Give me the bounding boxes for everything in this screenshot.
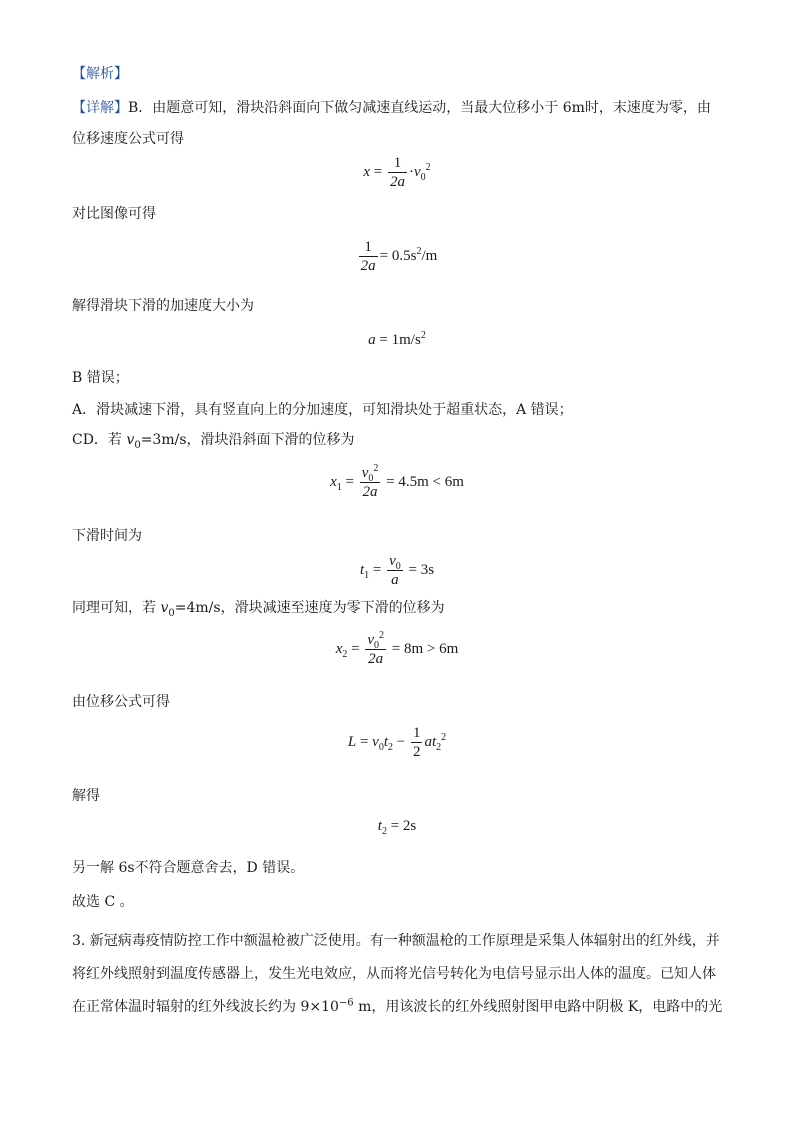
equation-t2: $t_2 = 2s$ — [377, 818, 417, 837]
paragraph-text: A．滑块减速下滑，具有竖直向上的分加速度，可知滑块处于超重状态，A 错误； — [72, 402, 573, 418]
equation-x: x = $\frac{1}{2a}$ $\cdot v_0^2$ — [363, 155, 431, 190]
equation-L: $L = v_0t_2$ − $\frac{1}{2}$ $at_2^2$ — [347, 725, 447, 760]
equation-x2: $x_2$ = $\frac{v_0^2}{2a}$ = 8m > 6m — [335, 630, 459, 667]
paragraph-text: 故选 C 。 — [72, 894, 134, 910]
equation-acceleration: $a = 1m/s^2$ — [368, 330, 426, 348]
analysis-heading: 【解析】 — [72, 66, 128, 82]
paragraph-text: 位移速度公式可得 — [72, 131, 184, 147]
fraction: $\frac{v_0^2}{2a}$ — [361, 463, 379, 500]
question-3-line-3: 在正常体温时辐射的红外线波长约为 $9\times 10^{-6}$ m，用该波长的红外线照射图甲电路中阴极 K，电路中的光 — [72, 997, 723, 1015]
fraction: $\frac{v_0}{a}$ — [389, 553, 401, 588]
question-3-line-2: 将红外线照射到温度传感器上，发生光电效应，从而将光信号转化为电信号显示出人体的温度。已知人体 — [72, 966, 716, 982]
fraction: $\frac{1}{2a}$ — [389, 155, 405, 190]
paragraph-text: 解得滑块下滑的加速度大小为 — [72, 298, 254, 314]
detail-tag: 【详解】 — [72, 100, 128, 116]
paragraph-cd: CD．若 $v_0=3m/s$，滑块沿斜面下滑的位移为 — [72, 432, 355, 451]
paragraph-same: 同理可知，若 $v_0=4m/s$，滑块减速至速度为零下滑的位移为 — [72, 600, 445, 619]
fraction: $\frac{1}{2a}$ — [360, 239, 376, 274]
fraction: $\frac{v_0^2}{2a}$ — [367, 630, 385, 667]
equation-t1: $t_1$ = $\frac{v_0}{a}$ = 3s — [359, 553, 435, 588]
equation-x1: $x_1$ = $\frac{v_0^2}{2a}$ = 4.5m < 6m — [330, 463, 464, 500]
question-3-line-1: 3. 新冠病毒疫情防控工作中额温枪被广泛使用。有一种额温枪的工作原理是采集人体辐射出的红外线，并 — [72, 933, 720, 949]
paragraph-text: 解得 — [72, 788, 100, 804]
equation-ratio: $\frac{1}{2a}$ = $0.5s^2/m$ — [360, 239, 438, 274]
paragraph-text: B 错误； — [72, 370, 129, 386]
fraction: $\frac{1}{2}$ — [412, 725, 421, 760]
paragraph-text: 下滑时间为 — [72, 528, 142, 544]
paragraph-text: 对比图像可得 — [72, 206, 156, 222]
paragraph-text: B．由题意可知，滑块沿斜面向下做匀减速直线运动，当最大位移小于 6m时，末速度为零，由 — [128, 100, 711, 116]
paragraph-detail — [72, 98, 722, 118]
paragraph-text: 另一解 6s不符合题意舍去，D 错误。 — [72, 860, 305, 876]
paragraph-text: 由位移公式可得 — [72, 694, 170, 710]
